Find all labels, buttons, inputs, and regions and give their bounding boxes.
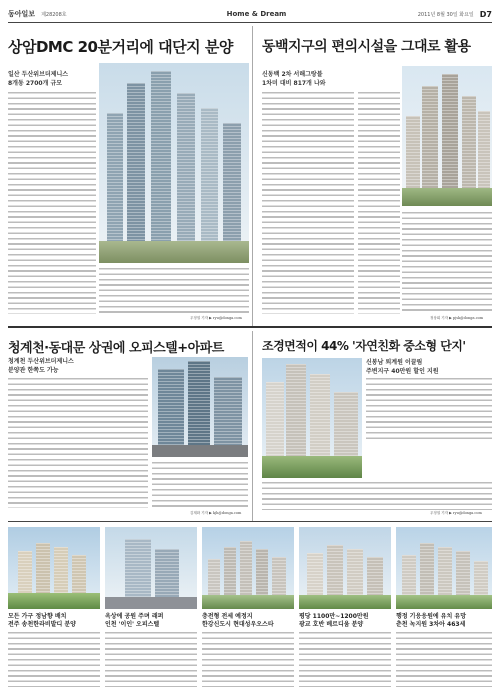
ad-title-line: 충전형 전세 예정지 <box>202 613 253 620</box>
ad-4-title <box>299 613 391 629</box>
ad-title-line: 행정 기응응원에 유치 유망 <box>396 613 467 620</box>
ad-1-body-text <box>8 632 100 687</box>
ad-3-title <box>202 613 294 629</box>
article-3-deck-line: 청계천 두산위브더제니스 <box>8 358 74 365</box>
article-3-body-text <box>8 378 148 508</box>
article-2-body-text <box>358 92 400 314</box>
article-2-deck-line: 1차미 대비 817개 나와 <box>262 80 326 87</box>
column-divider <box>252 331 253 521</box>
ad-2-title <box>105 613 197 629</box>
ad-title-line: 옥상에 공원 주며 래퍼 <box>105 613 164 620</box>
article-3-building-photo <box>152 357 248 457</box>
issue-number: 제28208호 <box>41 11 67 18</box>
section-rule <box>8 521 492 522</box>
ad-1-title <box>8 613 100 629</box>
ad-3-building-photo <box>202 527 294 609</box>
ad-4-building-photo <box>299 527 391 609</box>
article-2-building-photo <box>402 66 492 206</box>
article-4-deck <box>366 358 492 376</box>
masthead <box>8 7 492 21</box>
ad-4-body-text <box>299 632 391 687</box>
ad-5-title <box>396 613 492 629</box>
article-1-building-photo <box>99 63 249 263</box>
article-1-body-text <box>99 268 249 314</box>
ad-2-body-text <box>105 632 197 687</box>
article-1-body-text <box>8 92 96 314</box>
header-rule <box>8 22 492 23</box>
ad-title-line: 전주 송천한라비발디 분양 <box>8 621 76 628</box>
ad-5-body-text <box>396 632 492 687</box>
article-3-byline: 김재화 기자 ▶ kjh@donga.com <box>190 511 242 515</box>
ad-5-building-photo <box>396 527 492 609</box>
article-1-deck-line: 일산 두산위브더제니스 <box>8 71 69 78</box>
article-2-headline: 동백지구의 편의시설을 그대로 활용 <box>262 39 471 55</box>
ad-title-line: 모든 가구 정남향 배치 <box>8 613 67 620</box>
section-title: Home & Dream <box>226 10 287 18</box>
ad-title-line: 광교 호반 베르디움 분양 <box>299 621 364 628</box>
article-1-deck-line: 8개동 2700개 규모 <box>8 80 63 87</box>
article-2-body-text <box>262 92 354 314</box>
article-2-body-text <box>402 212 492 312</box>
ad-title-line: 한강신도시 현대성우오스타 <box>202 621 274 628</box>
article-2-deck <box>262 70 354 88</box>
page-number: D7 <box>479 9 492 19</box>
article-4-deck-line: 신봉남 퇴계원 이끌림 <box>366 359 423 366</box>
article-4-deck-line: 주변지구 40만원 할인 지원 <box>366 368 439 375</box>
ad-3-body-text <box>202 632 294 687</box>
article-1-byline: 우정열 기자 ▶ ryu@donga.com <box>190 316 242 320</box>
article-4-building-photo <box>262 358 362 478</box>
ad-title-line: 평당 1100만~1200만원 <box>299 613 369 620</box>
ad-1-building-photo <box>8 527 100 609</box>
article-2-byline: 정상회 기자 ▶ pjsk@donga.com <box>430 316 484 320</box>
ad-2-building-photo <box>105 527 197 609</box>
ad-title-line: 인천 '이인' 오피스텔 <box>105 621 160 628</box>
column-divider <box>252 26 253 326</box>
article-4-body-text <box>262 482 492 510</box>
section-rule <box>8 326 492 328</box>
article-1-headline: 상암DMC 20분거리에 대단지 분양 <box>8 38 233 56</box>
article-3-headline: 청계천·동대문 상권에 오피스텔+아파트 <box>8 341 224 356</box>
article-4-headline: 조경면적이 44% '자연친화 중소형 단지' <box>262 339 466 353</box>
article-3-body-text <box>152 462 248 510</box>
article-3-deck <box>8 357 148 375</box>
ad-title-line: 춘천 녹지원 3차아 463세 <box>396 621 466 628</box>
article-3-deck-line: 분양관 한쪽도 가능 <box>8 367 59 374</box>
article-1-deck <box>8 70 98 88</box>
newspaper-name: 동아일보 <box>8 10 36 18</box>
article-4-body-text <box>366 378 492 440</box>
issue-date: 2011년 8월 30일 화요일 <box>417 11 474 18</box>
article-4-byline: 우정열 기자 ▶ ryu@donga.com <box>430 511 482 515</box>
article-2-deck-line: 신동백 2차 서해그랑블 <box>262 71 323 78</box>
